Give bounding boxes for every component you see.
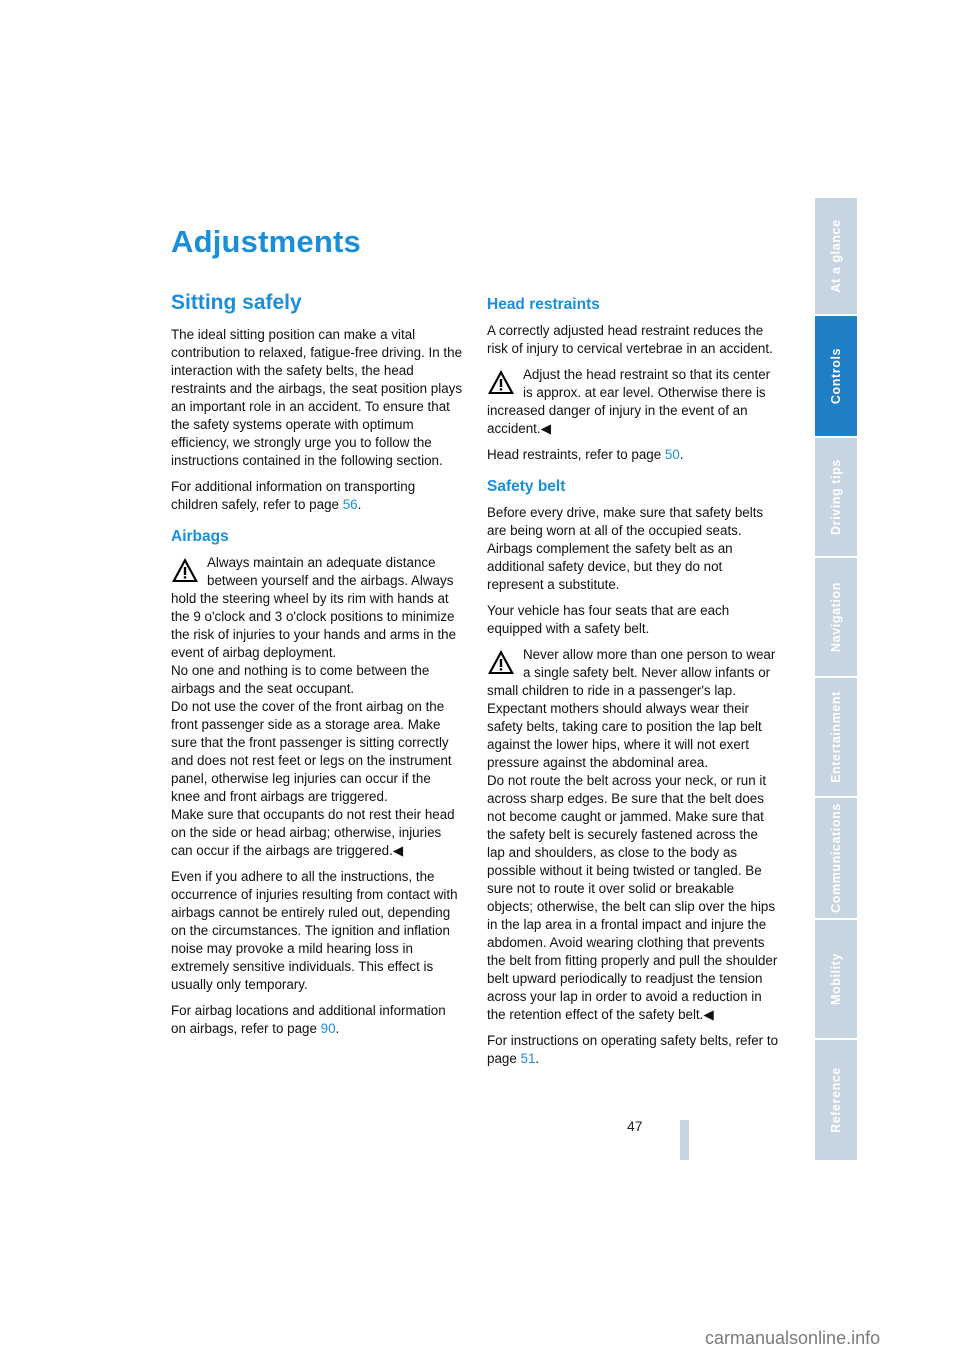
nav-tab-reference[interactable]: Reference [815, 1040, 857, 1160]
page-link-50[interactable]: 50 [664, 447, 680, 462]
airbags-body: Even if you adhere to all the instructions, the occurrence of injuries resulting from contact with airbags cannot be entirely ruled out, depending on the circumstances. The ignition and inflation noise may provoke a mild hearing loss in extremely sensitive individuals. This effect is usually only temporary. [171, 869, 458, 992]
nav-tab-entertainment[interactable]: Entertainment [815, 678, 857, 796]
airbags-warning-text-4: Make sure that occupants do not rest their head on the side or head airbag; otherwise, injuries can occur if the airbags are triggered.◀ [171, 807, 455, 858]
head-warning-text: Adjust the head restraint so that its center is approx. at ear level. Otherwise there is increased danger of injury in the event of an accident.◀ [487, 367, 771, 436]
watermark: carmanualsonline.info [705, 1328, 881, 1348]
page-number: 47 [627, 1118, 643, 1134]
left-column [171, 291, 463, 1046]
airbags-reference: For airbag locations and additional information on airbags, refer to page 90. [171, 1003, 446, 1036]
airbags-warning [171, 554, 463, 860]
airbags-warning-text-2: No one and nothing is to come between the airbags and the seat occupant. [171, 663, 430, 696]
children-reference: For additional information on transporting children safely, refer to page 56. [171, 479, 416, 512]
belt-seats: Your vehicle has four seats that are each equipped with a safety belt. [487, 603, 730, 636]
nav-tab-driving-tips[interactable]: Driving tips [815, 438, 857, 556]
nav-tab-controls[interactable]: Controls [815, 316, 857, 436]
warning-triangle-icon [487, 369, 515, 395]
warning-triangle-icon [171, 557, 199, 583]
belt-reference: For instructions on operating safety belts, refer to page 51. [487, 1033, 779, 1066]
section-heading-sitting-safely: Sitting safely [171, 291, 302, 314]
subheading-head-restraints: Head restraints [487, 296, 600, 313]
sitting-intro: The ideal sitting position can make a vital contribution to relaxed, fatigue-free driving. In the interaction with the safety belts, the head restraints and the airbags, the seat position plays an important role in an accident. To ensure that the safety systems operate with optimum efficiency, we strongly urge you to follow the instructions contained in the following section. [171, 327, 463, 468]
nav-tab-communications[interactable]: Communications [815, 798, 857, 918]
airbags-warning-text-3: Do not use the cover of the front airbag on the front passenger side as a storage area. Make sure that the front passenger is sitting correctly and does not rest feet or legs on the instrument panel, otherwise leg injuries can occur if the knee and front airbags are triggered. [171, 699, 452, 804]
belt-warning-text-3: Do not route the belt across your neck, or run it across sharp edges. Be sure that the belt does not become caught or jammed. Make sure that the safety belt is securely fastened across the lap and shoulders, as close to the body as possible without it being twisted or tangled. Be sure not to route it over solid or breakable objects; otherwise, the belt can slip over the hips in the lap area in a frontal impact and injure the abdomen. Avoid wearing clothing that prevents the belt from fitting properly and pull the shoulder belt upward periodically to readjust the tension across your lap in order to avoid a reduction in the retention effect of the safety belt.◀ [487, 773, 778, 1022]
subheading-airbags: Airbags [171, 528, 229, 545]
page-title: Adjustments [171, 224, 361, 259]
page-link-51[interactable]: 51 [520, 1051, 536, 1066]
head-intro: A correctly adjusted head restraint reduces the risk of injury to cervical vertebrae in an accident. [487, 323, 773, 356]
airbags-warning-text-1: Always maintain an adequate distance between yourself and the airbags. Always hold the steering wheel by its rim with hands at the 9 o'clock and 3 o'clock positions to minimize the risk of injuries to your hands and arms in the event of airbag deployment. [171, 555, 457, 660]
belt-warning [487, 646, 779, 1024]
belt-warning-text-1: Never allow more than one person to wear a single safety belt. Never allow infants or small children to ride in a passenger's lap. [487, 647, 776, 698]
nav-tab-mobility[interactable]: Mobility [815, 920, 857, 1038]
belt-warning-text-2: Expectant mothers should always wear their safety belts, taking care to position the lap belt against the lower hips, where it will not exert pressure against the abdominal area. [487, 701, 762, 770]
subheading-safety-belt: Safety belt [487, 478, 566, 495]
warning-triangle-icon [487, 649, 515, 675]
page-link-90[interactable]: 90 [320, 1021, 336, 1036]
nav-tab-at-a-glance[interactable]: At a glance [815, 198, 857, 314]
page-marker-bar [680, 1120, 689, 1160]
head-warning [487, 366, 779, 438]
head-reference: Head restraints, refer to page 50. [487, 447, 684, 462]
page-link-56[interactable]: 56 [342, 497, 358, 512]
belt-intro: Before every drive, make sure that safety belts are being worn at all of the occupied seats. Airbags complement the safety belt as an additional safety device, but they do not represent a substitute. [487, 505, 764, 592]
right-column [487, 296, 779, 1076]
nav-tab-navigation[interactable]: Navigation [815, 558, 857, 676]
